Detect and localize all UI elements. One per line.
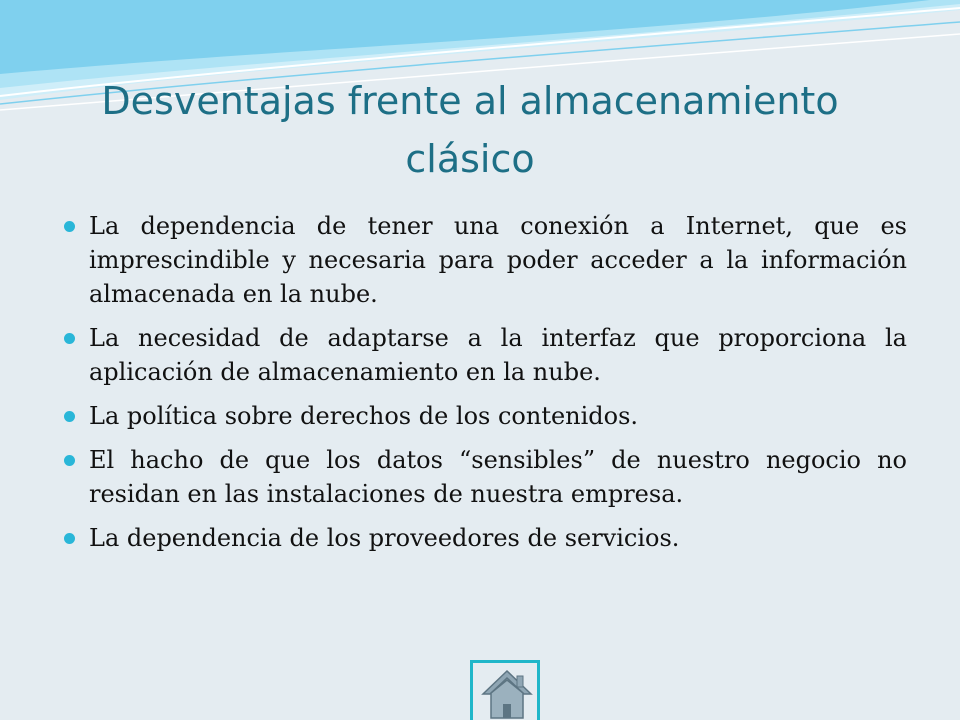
bullet-marker-icon <box>64 533 75 544</box>
bullet-item <box>64 521 907 555</box>
bullet-marker-icon <box>64 221 75 232</box>
bullet-text: La política sobre derechos de los contenidos. <box>89 402 639 430</box>
home-button[interactable] <box>470 660 540 720</box>
bullet-text: El hacho de que los datos “sensibles” de nuestro negocio no residan en las instalaciones de nuestra empresa. <box>89 446 907 508</box>
bullet-item <box>64 399 907 433</box>
home-chimney <box>517 676 523 687</box>
bullet-list <box>64 209 907 565</box>
bullet-item <box>64 321 907 389</box>
slide-title: Desventajas frente al almacenamiento clásico <box>101 79 839 181</box>
bullet-item <box>64 209 907 311</box>
bullet-marker-icon <box>64 411 75 422</box>
bullet-text: La dependencia de los proveedores de servicios. <box>89 524 680 552</box>
bullet-text: La dependencia de tener una conexión a Internet, que es imprescindible y necesaria para poder acceder a la información almacenada en la nube. <box>89 212 907 308</box>
bullet-text: La necesidad de adaptarse a la interfaz que proporciona la aplicación de almacenamiento en la nube. <box>89 324 907 386</box>
home-icon <box>481 668 533 720</box>
bullet-item <box>64 443 907 511</box>
home-door <box>503 704 511 718</box>
bullet-marker-icon <box>64 333 75 344</box>
bullet-marker-icon <box>64 455 75 466</box>
